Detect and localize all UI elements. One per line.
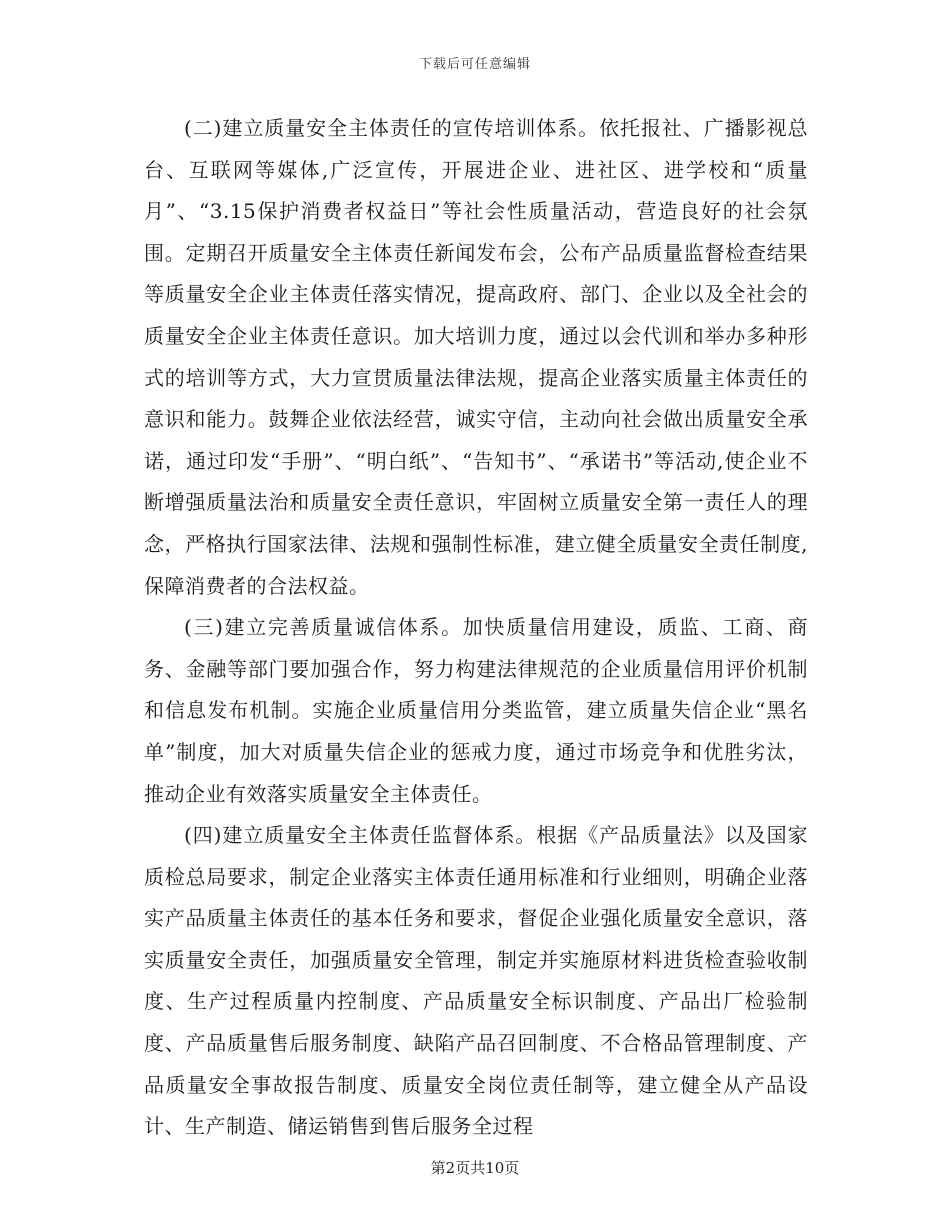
paragraph-supervision-system: (四)建立质量安全主体责任监督体系。根据《产品质量法》以及国家质检总局要求，制定企业落实主体责任通用标准和行业细则，明确企业落实产品质量主体责任的基本任务和要求，督促企业强化质量安全意识，落实质量安全责任，加强质量安全管理，制定并实施原材料进货检查验收制度、生产过程质量内控制度、产品质量安全标识制度、产品出厂检验制度、产品质量售后服务制度、缺陷产品召回制度、不合格品管理制度、产品质量安全事故报告制度、质量安全岗位责任制等，建立健全从产品设计、生产制造、储运销售到售后服务全过程 <box>144 823 808 1139</box>
paragraph-quality-integrity: (三)建立完善质量诚信体系。加快质量信用建设，质监、工商、商务、金融等部门要加强合作，努力构建法律规范的企业质量信用评价机制和信息发布机制。实施企业质量信用分类监管，建立质量失信企业“黑名单”制度，加大对质量失信企业的惩戒力度，通过市场竞争和优胜劣汰，推动企业有效落实质量安全主体责任。 <box>144 615 808 806</box>
page-number-footer: 第2页共10页 <box>430 1159 520 1177</box>
page-header: 下载后可任意编辑 <box>418 57 531 72</box>
document-body <box>144 108 808 1148</box>
paragraph-propaganda-training: (二)建立质量安全主体责任的宣传培训体系。依托报社、广播影视总台、互联网等媒体,广泛宣传，开展进企业、进社区、进学校和“质量月”、“3.15保护消费者权益日”等社会性质量活动，营造良好的社会氛围。定期召开质量安全主体责任新闻发布会，公布产品质量监督检查结果等质量安全企业主体责任落实情况，提高政府、部门、企业以及全社会的质量安全企业主体责任意识。加大培训力度，通过以会代训和举办多种形式的培训等方式，大力宣贯质量法律法规，提高企业落实质量主体责任的意识和能力。鼓舞企业依法经营，诚实守信，主动向社会做出质量安全承诺，通过印发“手册”、“明白纸”、“告知书”、“承诺书”等活动,使企业不断增强质量法治和质量安全责任意识，牢固树立质量安全第一责任人的理念，严格执行国家法律、法规和强制性标准，建立健全质量安全责任制度,保障消费者的合法权益。 <box>144 116 808 598</box>
